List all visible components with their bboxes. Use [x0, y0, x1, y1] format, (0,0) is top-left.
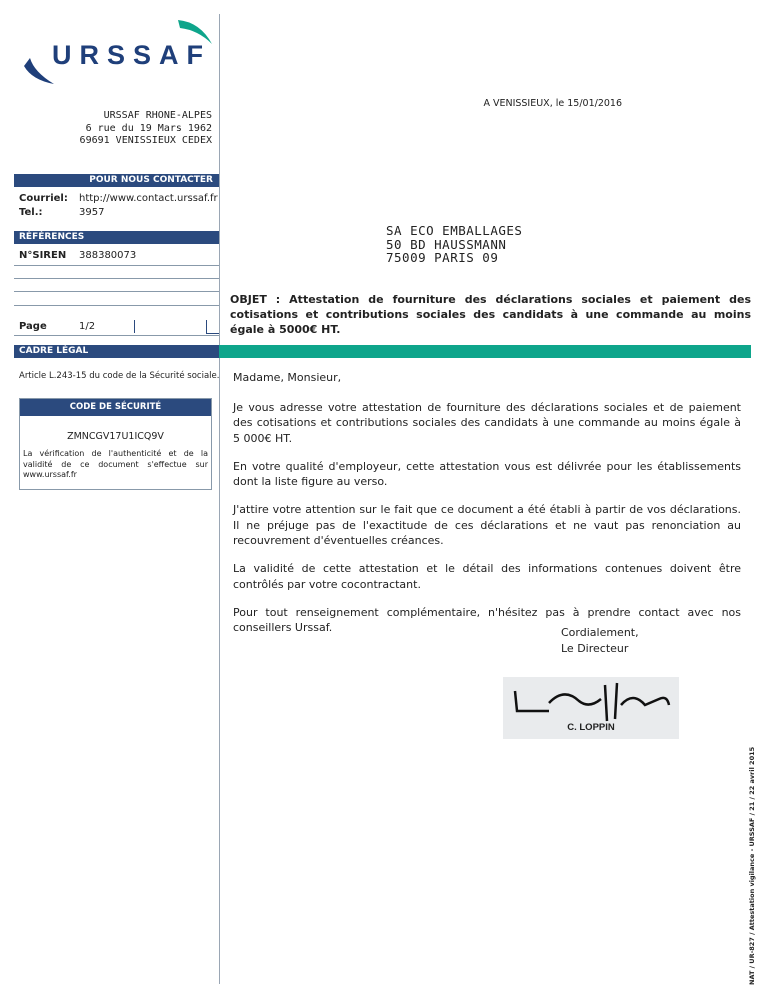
sender-line: 6 rue du 19 Mars 1962 [85, 122, 212, 134]
logo-text: URSSAF [52, 40, 212, 70]
sender-address [70, 110, 212, 148]
courriel-label: Courriel: [19, 193, 68, 204]
cadre-legal-header: CADRE LÉGAL [14, 345, 220, 358]
page-value: 1/2 [79, 321, 96, 332]
page-label: Page [19, 321, 47, 332]
greeting: Madame, Monsieur, [233, 371, 342, 384]
letter-body [233, 370, 741, 648]
security-code: ZMNCGV17U1ICQ9V [67, 431, 164, 442]
footer-reference: NAT / UR-827 / Attestation vigilance - URSSAF / 21 / 22 avril 2015 [748, 746, 756, 985]
siren-value: 388380073 [79, 250, 137, 261]
divider [14, 335, 219, 336]
paragraph: Je vous adresse votre attestation de fourniture des déclarations sociales et de paiement des cotisations et contributions sociales des candidats à une commande au moins égale à 5 000€ HT. [233, 400, 741, 445]
security-code-header: CODE DE SÉCURITÉ [20, 399, 211, 416]
signatory-name: C. LOPPIN [567, 722, 615, 733]
divider [14, 265, 219, 266]
paragraph: Pour tout renseignement complémentaire, n'hésitez pas à prendre contact avec nos conseillers Urssaf. [233, 605, 741, 634]
divider [14, 278, 219, 279]
references-header: RÉFÉRENCES [14, 231, 219, 244]
signature-icon [509, 681, 674, 723]
recipient-line: 75009 PARIS 09 [386, 250, 499, 265]
contact-header: POUR NOUS CONTACTER [14, 174, 219, 187]
paragraph: La validité de cette attestation et le détail des informations contenues doivent être contrôlés par votre cocontractant. [233, 562, 741, 591]
margin-divider [219, 14, 220, 984]
security-code-box [19, 398, 212, 490]
subject-line: OBJET : Attestation de fourniture des déclarations sociales et paiement des cotisations et contributions sociales des candidats à une commande au moins égale à 5000€ HT. [230, 293, 751, 336]
document-date: A VENISSIEUX, le 15/01/2016 [483, 98, 622, 109]
signature-block [503, 677, 679, 739]
closing [561, 625, 639, 656]
closing-line: Le Directeur [561, 641, 629, 655]
tel-value: 3957 [79, 207, 105, 218]
paragraph: En votre qualité d'employeur, cette attestation vous est délivrée pour les établissements dont la liste figure au verso. [233, 459, 741, 488]
siren-label: N°SIREN [19, 250, 67, 261]
divider [14, 305, 219, 306]
closing-line: Cordialement, [561, 626, 639, 639]
recipient-line: SA ECO EMBALLAGES [386, 223, 523, 238]
divider [14, 291, 219, 292]
courriel-link[interactable]: http://www.contact.urssaf.fr [79, 193, 218, 204]
recipient-address [386, 224, 522, 265]
legal-article: Article L.243-15 du code de la Sécurité sociale. [19, 371, 220, 381]
tel-label: Tel.: [19, 207, 43, 218]
security-note: La vérification de l'authenticité et de la validité de ce document s'effectue sur www.urssaf.fr [23, 449, 208, 479]
sender-line: 69691 VENISSIEUX CEDEX [79, 135, 212, 146]
page-field-mark [134, 320, 135, 333]
sender-line: URSSAF RHONE-ALPES [103, 110, 212, 121]
page-field-mark [206, 320, 219, 334]
green-band [219, 345, 751, 358]
paragraph: J'attire votre attention sur le fait que ce document a été établi à partir de vos déclarations. Il ne préjuge pas de l'exactitude de ces déclarations et ne vaut pas renonciation au recouvrement d'éventuelles créances. [233, 503, 741, 547]
recipient-line: 50 BD HAUSSMANN [386, 236, 507, 252]
